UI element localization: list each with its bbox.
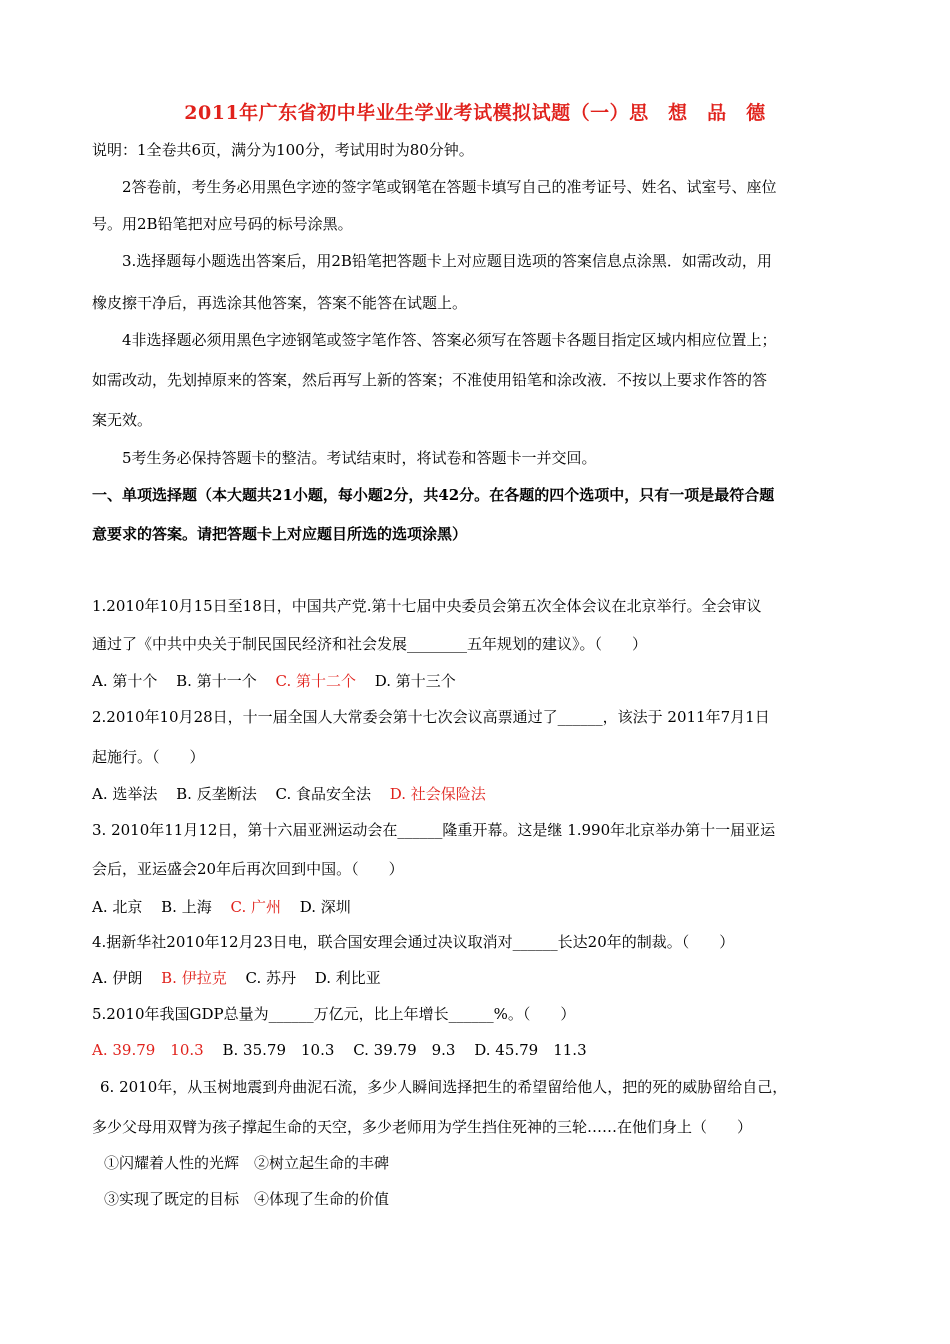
option-b: B. 第十一个 <box>176 672 257 690</box>
options-row <box>92 968 395 988</box>
instruction-line: 号。用2B铅笔把对应号码的标号涂黑。 <box>92 215 353 233</box>
instruction-line: 橡皮擦干净后，再选涂其他答案，答案不能答在试题上。 <box>92 294 468 312</box>
option-c-answer: C. 第十二个 <box>275 672 356 690</box>
question-text: 4.据新华社2010年12月23日电，联合国安理会通过决议取消对______长达20年的制裁。（ ） <box>92 933 735 951</box>
option-d: D. 45.79 11.3 <box>474 1041 587 1059</box>
instruction-line: 3.选择题每小题选出答案后，用2B铅笔把答题卡上对应题目选项的答案信息点涂黑．如需改动，用 <box>122 252 772 270</box>
option-c: C. 食品安全法 <box>275 785 371 803</box>
instruction-line: 2答卷前，考生务必用黑色字迹的签字笔或钢笔在答题卡填写自己的准考证号、姓名、试室号、座位 <box>122 178 777 196</box>
question-text: 1.2010年10月15日至18日，中国共产党.第十七届中央委员会第五次全体会议在北京举行。全会审议 <box>92 597 762 615</box>
question-text: 多少父母用双臂为孩子撑起生命的天空，多少老师用为学生挡住死神的三轮……在他们身上（ ） <box>92 1118 753 1136</box>
option-b: B. 35.79 10.3 <box>222 1041 335 1059</box>
options-row <box>92 897 365 917</box>
options-row <box>92 1040 601 1060</box>
option-a-answer: A. 39.79 10.3 <box>92 1041 204 1059</box>
option-a: A. 选举法 <box>92 785 158 803</box>
question-text: 5.2010年我国GDP总量为______万亿元，比上年增长______%。（ ） <box>92 1005 576 1023</box>
option-a: A. 伊朗 <box>92 969 143 987</box>
option-c: C. 39.79 9.3 <box>353 1041 456 1059</box>
statement-options: ①闪耀着人性的光辉 ②树立起生命的丰碑 <box>104 1154 390 1172</box>
option-d-answer: D. 社会保险法 <box>389 785 486 803</box>
question-text: 3. 2010年11月12日，第十六届亚洲运动会在______隆重开幕。这是继 1.990年北京举办第十一届亚运 <box>92 821 776 839</box>
instruction-line: 4非选择题必须用黑色字迹钢笔或签字笔作答、答案必须写在答题卡各题目指定区域内相应位置上； <box>122 331 777 349</box>
option-d: D. 深圳 <box>299 898 351 916</box>
page-title: 2011年广东省初中毕业生学业考试模拟试题（一）思 想 品 德 <box>184 102 766 124</box>
instruction-line: 说明：1全卷共6页，满分为100分，考试用时为80分钟。 <box>92 141 474 159</box>
option-b: B. 反垄断法 <box>176 785 257 803</box>
option-c: C. 苏丹 <box>245 969 296 987</box>
option-d: D. 第十三个 <box>374 672 456 690</box>
option-b-answer: B. 伊拉克 <box>161 969 227 987</box>
options-row <box>92 671 470 691</box>
instruction-line: 案无效。 <box>92 411 153 429</box>
options-row <box>92 784 500 804</box>
section-heading: 一、单项选择题（本大题共21小题，每小题2分，共42分。在各题的四个选项中，只有一项是最符合题 <box>92 486 775 504</box>
section-heading: 意要求的答案。请把答题卡上对应题目所选的选项涂黑） <box>92 525 468 543</box>
option-a: A. 第十个 <box>92 672 158 690</box>
option-a: A. 北京 <box>92 898 143 916</box>
question-text: 会后，亚运盛会20年后再次回到中国。（ ） <box>92 860 404 878</box>
statement-options: ③实现了既定的目标 ④体现了生命的价值 <box>104 1190 390 1208</box>
instruction-line: 5考生务必保持答题卡的整洁。考试结束时，将试卷和答题卡一并交回。 <box>122 449 597 467</box>
question-text: 6. 2010年，从玉树地震到舟曲泥石流，多少人瞬间选择把生的希望留给他人，把的死的威胁留给自己， <box>100 1078 788 1096</box>
instruction-line: 如需改动，先划掉原来的答案，然后再写上新的答案；不准使用铅笔和涂改液．不按以上要求作答的答 <box>92 371 768 389</box>
option-b: B. 上海 <box>161 898 212 916</box>
option-d: D. 利比亚 <box>314 969 381 987</box>
question-text: 2.2010年10月28日，十一届全国人大常委会第十七次会议高票通过了______，该法于 2011年7月1日 <box>92 708 770 726</box>
option-c-answer: C. 广州 <box>230 898 281 916</box>
question-text: 通过了《中共中央关于制民国民经济和社会发展________五年规划的建议》。（ ） <box>92 635 648 653</box>
question-text: 起施行。（ ） <box>92 748 205 766</box>
